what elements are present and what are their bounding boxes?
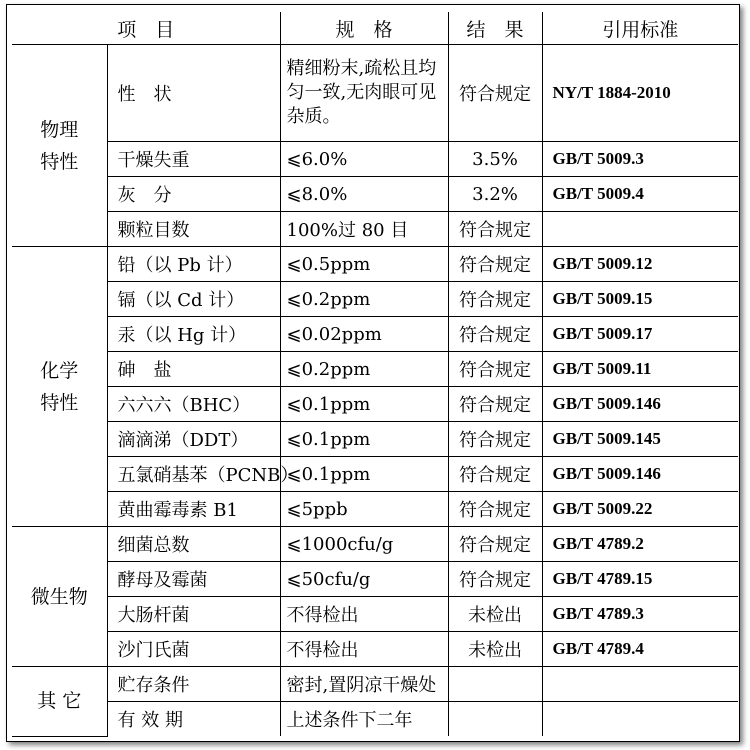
table-row <box>12 317 738 352</box>
table-row <box>12 597 738 632</box>
item-cell: 黄曲霉毒素 B1 <box>107 492 280 527</box>
result-cell <box>448 667 542 702</box>
standard-cell: GB/T 4789.4 <box>542 632 738 667</box>
spec-cell: ⩽0.5ppm <box>280 247 448 282</box>
result-cell: 3.5% <box>448 142 542 177</box>
spec-cell: 100%过 80 目 <box>280 212 448 247</box>
category-other: 其 它 <box>12 667 107 737</box>
item-cell: 有 效 期 <box>107 702 280 737</box>
spec-cell: 不得检出 <box>280 597 448 632</box>
spec-cell: ⩽50cfu/g <box>280 562 448 597</box>
header-result: 结 果 <box>448 12 542 45</box>
table-row <box>12 632 738 667</box>
table-row <box>12 45 738 142</box>
item-cell: 镉（以 Cd 计） <box>107 282 280 317</box>
item-cell: 干燥失重 <box>107 142 280 177</box>
result-cell: 3.2% <box>448 177 542 212</box>
item-cell: 颗粒目数 <box>107 212 280 247</box>
item-cell: 铅（以 Pb 计） <box>107 247 280 282</box>
standard-cell <box>542 667 738 702</box>
spec-cell: ⩽8.0% <box>280 177 448 212</box>
category-chemical: 化学 特性 <box>12 247 107 527</box>
spec-cell: 不得检出 <box>280 632 448 667</box>
header-standard: 引用标准 <box>542 12 738 45</box>
standard-cell <box>542 212 738 247</box>
header-item: 项 目 <box>12 12 280 45</box>
standard-cell: GB/T 4789.2 <box>542 527 738 562</box>
standard-cell: GB/T 5009.17 <box>542 317 738 352</box>
spec-cell: ⩽6.0% <box>280 142 448 177</box>
result-cell: 符合规定 <box>448 212 542 247</box>
item-cell: 性 状 <box>107 45 280 142</box>
result-cell: 符合规定 <box>448 457 542 492</box>
table-row <box>12 457 738 492</box>
table-row <box>12 702 738 737</box>
table-row <box>12 177 738 212</box>
category-physical: 物理 特性 <box>12 45 107 247</box>
spec-cell: 精细粉末,疏松且均匀一致,无肉眼可见杂质。 <box>280 45 448 142</box>
table-row <box>12 387 738 422</box>
item-cell: 贮存条件 <box>107 667 280 702</box>
spec-cell: ⩽1000cfu/g <box>280 527 448 562</box>
spec-cell: ⩽0.02ppm <box>280 317 448 352</box>
standard-cell: GB/T 5009.3 <box>542 142 738 177</box>
table-row <box>12 667 738 702</box>
spec-cell: 密封,置阴凉干燥处 <box>280 667 448 702</box>
item-cell: 汞（以 Hg 计） <box>107 317 280 352</box>
table-row <box>12 247 738 282</box>
table-row <box>12 492 738 527</box>
standard-cell: NY/T 1884-2010 <box>542 45 738 142</box>
table-row <box>12 422 738 457</box>
result-cell: 符合规定 <box>448 247 542 282</box>
table-row <box>12 562 738 597</box>
header-spec: 规 格 <box>280 12 448 45</box>
result-cell: 符合规定 <box>448 422 542 457</box>
table-row <box>12 352 738 387</box>
result-cell: 符合规定 <box>448 527 542 562</box>
item-cell: 六六六（BHC） <box>107 387 280 422</box>
category-microbial: 微生物 <box>12 527 107 667</box>
header-row <box>12 12 738 45</box>
standard-cell: GB/T 4789.15 <box>542 562 738 597</box>
result-cell: 符合规定 <box>448 492 542 527</box>
result-cell: 未检出 <box>448 597 542 632</box>
standard-cell: GB/T 4789.3 <box>542 597 738 632</box>
spec-cell: ⩽0.1ppm <box>280 387 448 422</box>
standard-cell: GB/T 5009.4 <box>542 177 738 212</box>
result-cell: 符合规定 <box>448 352 542 387</box>
spec-cell: ⩽0.2ppm <box>280 352 448 387</box>
spec-cell: ⩽0.1ppm <box>280 457 448 492</box>
standard-cell: GB/T 5009.11 <box>542 352 738 387</box>
standard-cell <box>542 702 738 737</box>
item-cell: 灰 分 <box>107 177 280 212</box>
spec-cell: ⩽5ppb <box>280 492 448 527</box>
standard-cell: GB/T 5009.145 <box>542 422 738 457</box>
result-cell: 符合规定 <box>448 562 542 597</box>
standard-cell: GB/T 5009.146 <box>542 457 738 492</box>
spec-table <box>12 12 738 737</box>
table-row <box>12 142 738 177</box>
item-cell: 大肠杆菌 <box>107 597 280 632</box>
item-cell: 滴滴涕（DDT） <box>107 422 280 457</box>
table-row <box>12 282 738 317</box>
spec-cell: 上述条件下二年 <box>280 702 448 737</box>
item-cell: 沙门氏菌 <box>107 632 280 667</box>
standard-cell: GB/T 5009.15 <box>542 282 738 317</box>
result-cell: 未检出 <box>448 632 542 667</box>
spec-cell: ⩽0.2ppm <box>280 282 448 317</box>
spec-cell: ⩽0.1ppm <box>280 422 448 457</box>
result-cell: 符合规定 <box>448 317 542 352</box>
item-cell: 砷 盐 <box>107 352 280 387</box>
item-cell: 五氯硝基苯（PCNB） <box>107 457 280 492</box>
standard-cell: GB/T 5009.22 <box>542 492 738 527</box>
table-row <box>12 212 738 247</box>
standard-cell: GB/T 5009.146 <box>542 387 738 422</box>
result-cell <box>448 702 542 737</box>
standard-cell: GB/T 5009.12 <box>542 247 738 282</box>
result-cell: 符合规定 <box>448 387 542 422</box>
item-cell: 细菌总数 <box>107 527 280 562</box>
result-cell: 符合规定 <box>448 45 542 142</box>
item-cell: 酵母及霉菌 <box>107 562 280 597</box>
result-cell: 符合规定 <box>448 282 542 317</box>
table-row <box>12 527 738 562</box>
